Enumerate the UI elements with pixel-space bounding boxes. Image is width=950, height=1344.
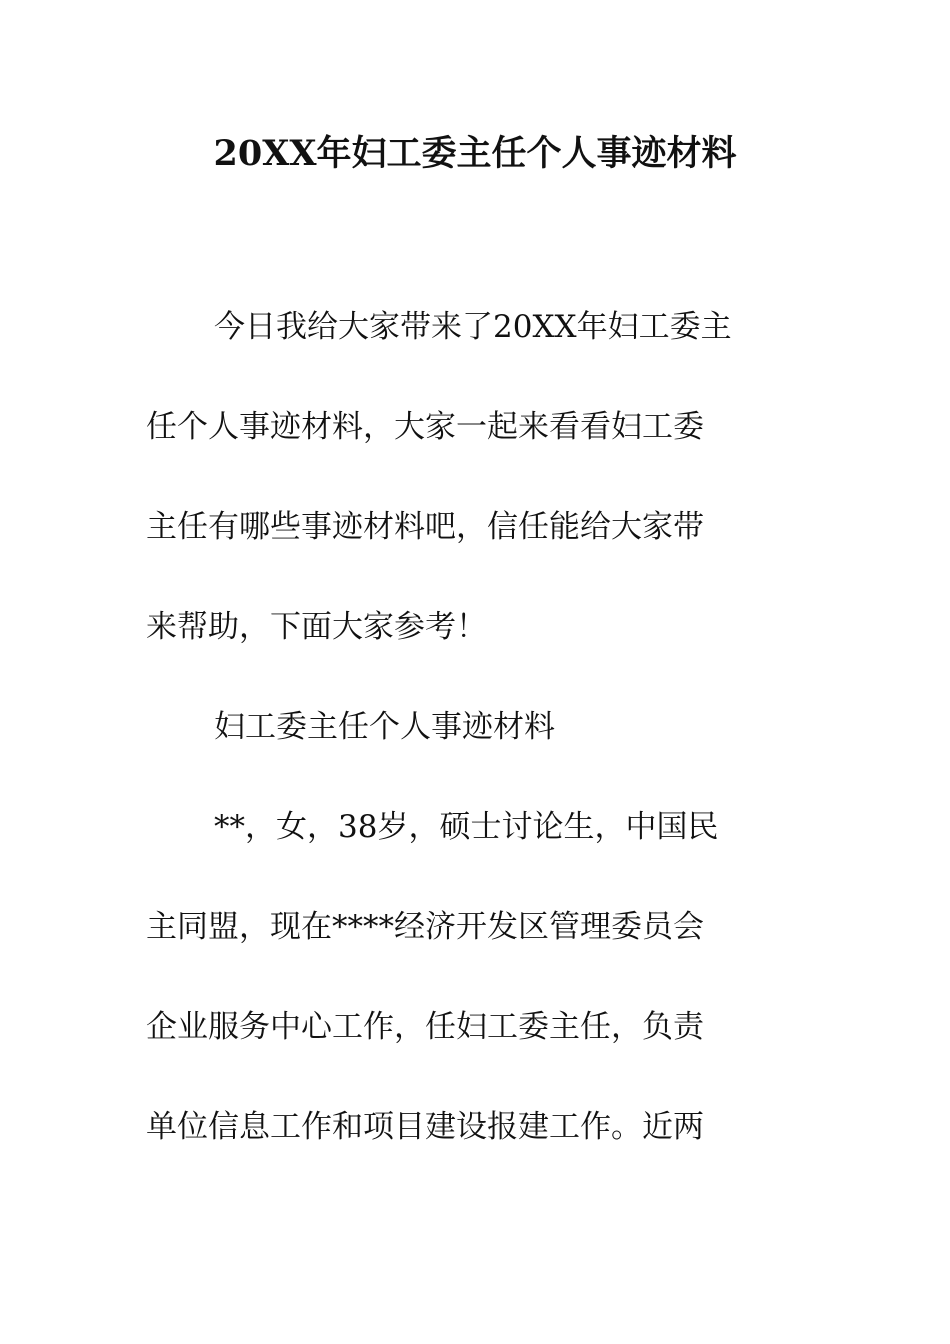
paragraph-line: 主同盟，现在****经济开发区管理委员会 bbox=[146, 909, 704, 945]
paragraph-line: 主任有哪些事迹材料吧，信任能给大家带 bbox=[146, 509, 704, 545]
paragraph-line: 企业服务中心工作，任妇工委主任，负责 bbox=[146, 1009, 704, 1045]
paragraph-line: 来帮助，下面大家参考！ bbox=[146, 609, 487, 645]
paragraph-line: 单位信息工作和项目建设报建工作。近两 bbox=[146, 1109, 704, 1145]
paragraph-line: 今日我给大家带来了20XX年妇工委主 bbox=[214, 309, 732, 345]
paragraph-line: **，女，38岁，硕士讨论生，中国民 bbox=[214, 809, 719, 845]
document-title: 20XX年妇工委主任个人事迹材料 bbox=[213, 133, 737, 174]
section-heading: 妇工委主任个人事迹材料 bbox=[214, 709, 555, 745]
paragraph-line: 任个人事迹材料，大家一起来看看妇工委 bbox=[146, 409, 704, 445]
document-body bbox=[146, 300, 796, 1200]
